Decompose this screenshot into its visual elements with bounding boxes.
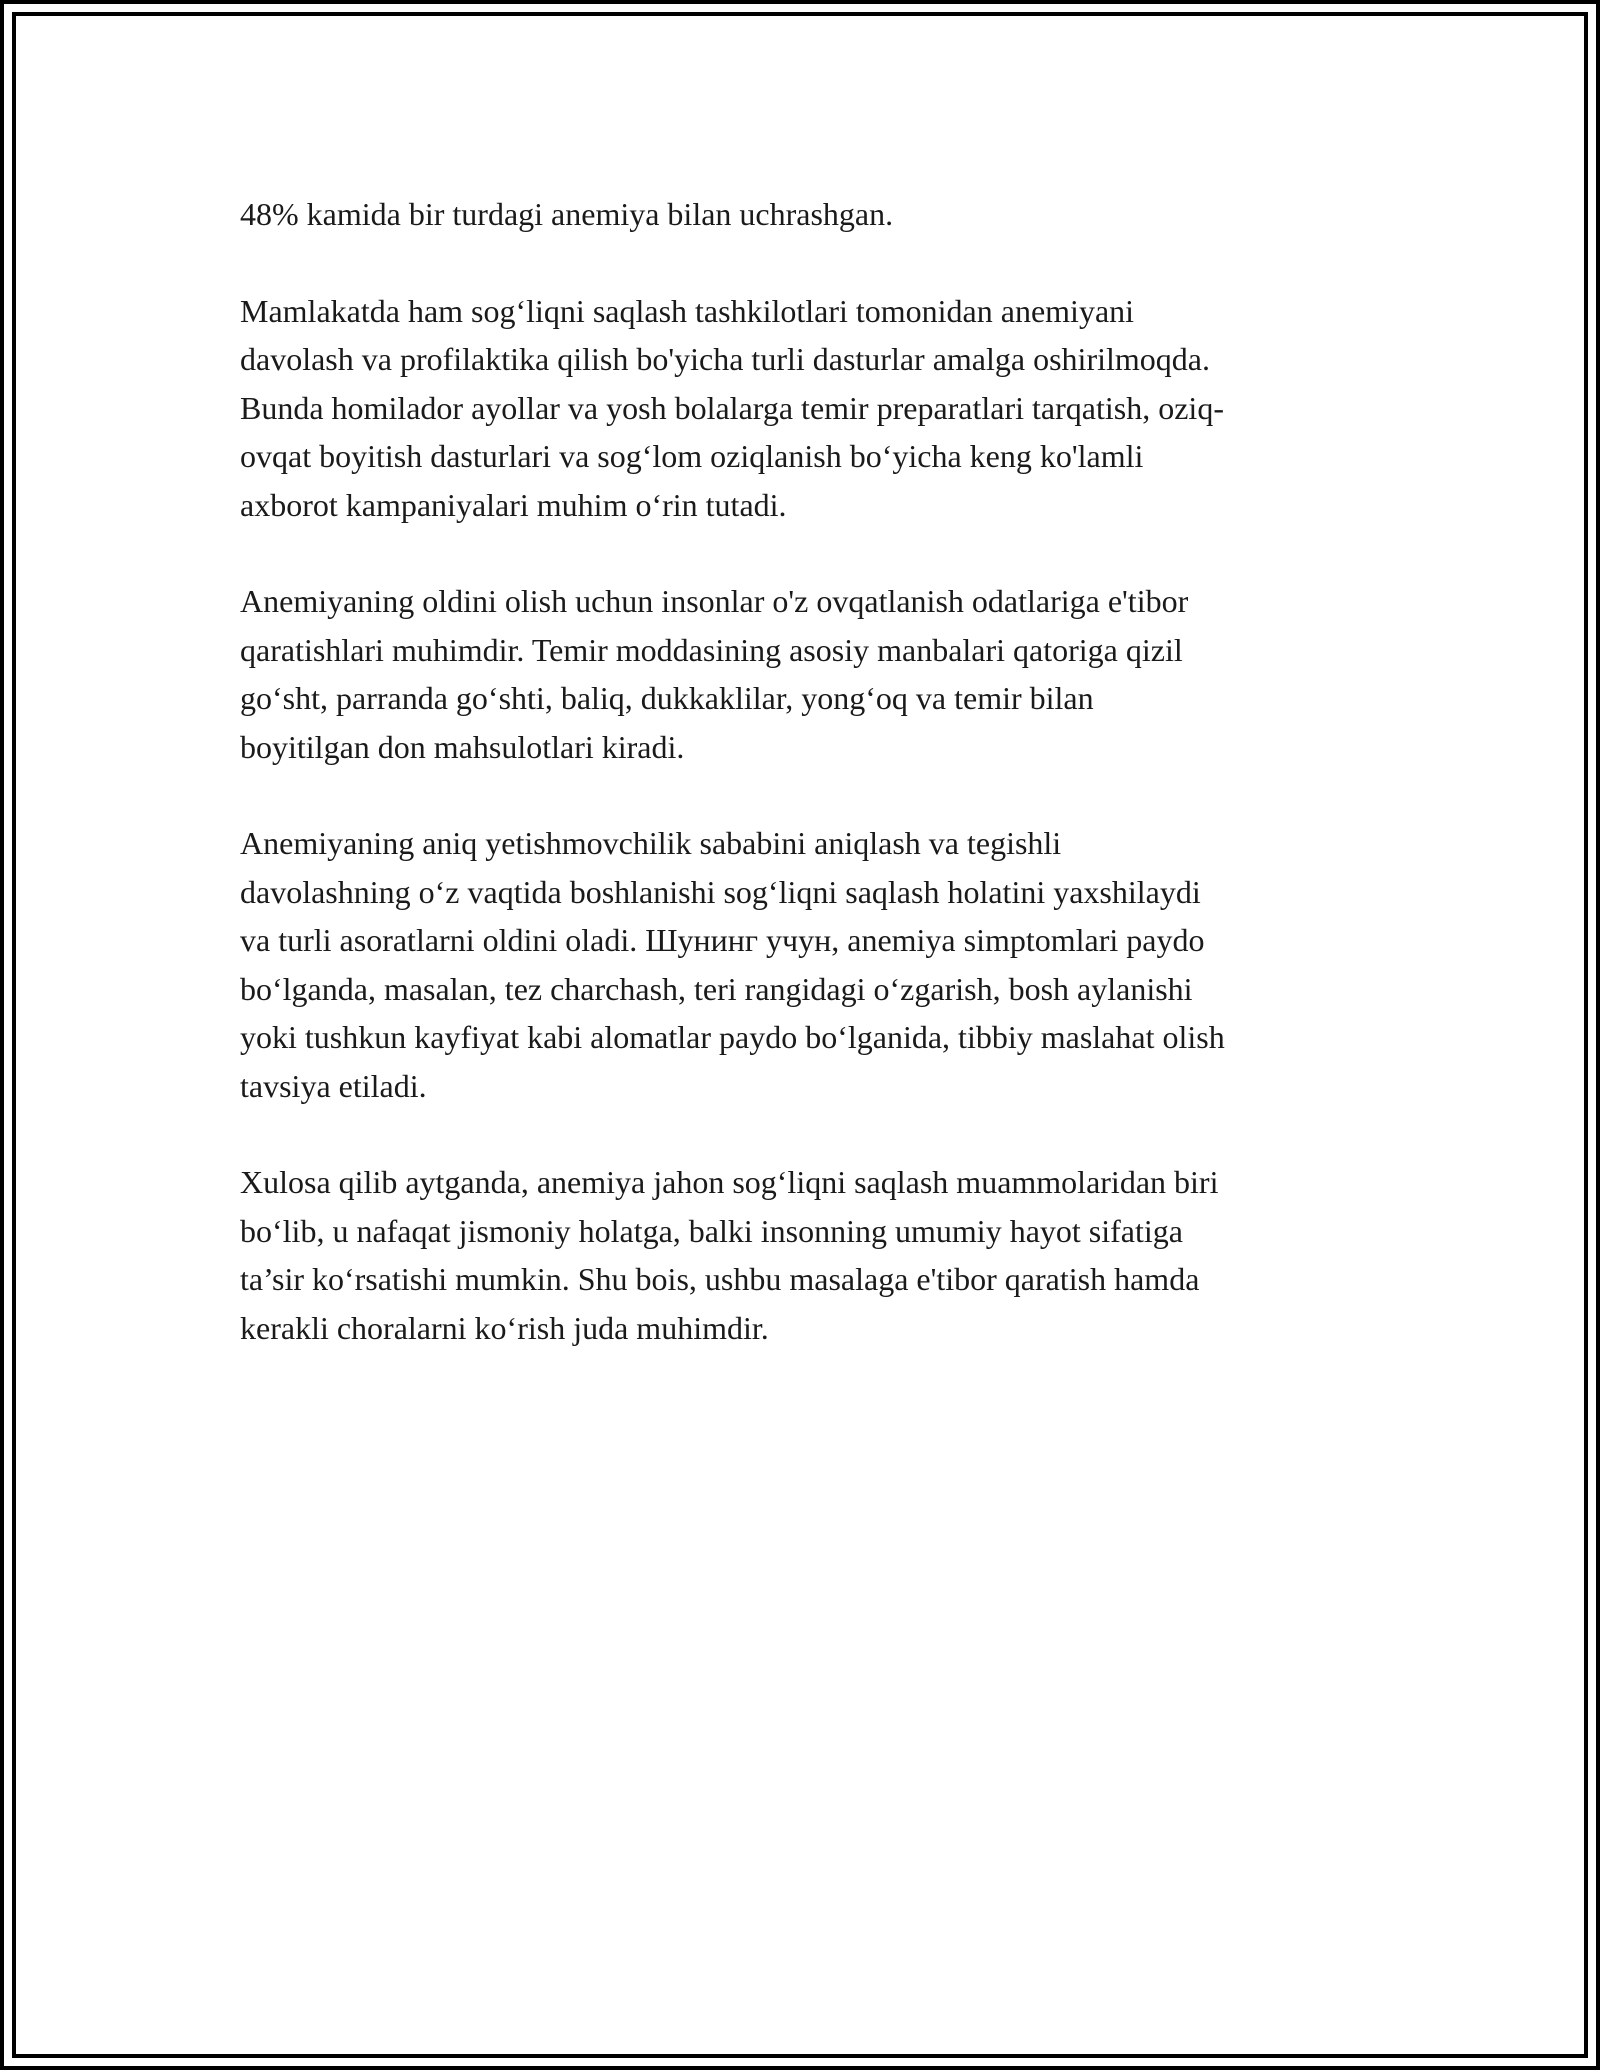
paragraph-diagnosis-treatment: Anemiyaning aniq yetishmovchilik sababini aniqlash va tegishli davolashning o‘z vaqtida boshlanishi sog‘liqni saqlash holatini yaxshilaydi va turli asoratlarni oldini oladi. Шунинг учун, anemiya simptomlari paydo bo‘lganda, masalan, tez charchash, teri rangidagi o‘zgarish, bosh aylanishi yoki tushkun kayfiyat kabi alomatlar paydo bo‘lganida, tibbiy maslahat olish tavsiya etiladi. (240, 825, 1225, 1104)
paragraph-statistic: 48% kamida bir turdagi anemiya bilan uchrashgan. (240, 196, 894, 232)
document-body (240, 190, 1380, 1400)
paragraph-national-programs: Mamlakatda ham sog‘liqni saqlash tashkilotlari tomonidan anemiyani davolash va profilaktika qilish bo'yicha turli dasturlar amalga oshirilmoqda. Bunda homilador ayollar va yosh bolalarga temir preparatlari tarqatish, oziq- ovqat boyitish dasturlari va sog‘lom oziqlanish bo‘yicha keng ko'lamli axborot kampaniyalari muhim o‘rin tutadi. (240, 292, 1224, 523)
paragraph-prevention-diet: Anemiyaning oldini olish uchun insonlar o'z ovqatlanish odatlariga e'tibor qaratishlari muhimdir. Temir moddasining asosiy manbalari qatoriga qizil go‘sht, parranda go‘shti, baliq, dukkaklilar, yong‘oq va temir bilan boyitilgan don mahsulotlari kiradi. (240, 583, 1189, 765)
paragraph-conclusion: Xulosa qilib aytganda, anemiya jahon sog‘liqni saqlash muammolaridan biri bo‘lib, u nafaqat jismoniy holatga, balki insonning umumiy hayot sifatiga ta’sir ko‘rsatishi mumkin. Shu bois, ushbu masalaga e'tibor qaratish hamda kerakli choralarni ko‘rish juda muhimdir. (240, 1164, 1219, 1346)
